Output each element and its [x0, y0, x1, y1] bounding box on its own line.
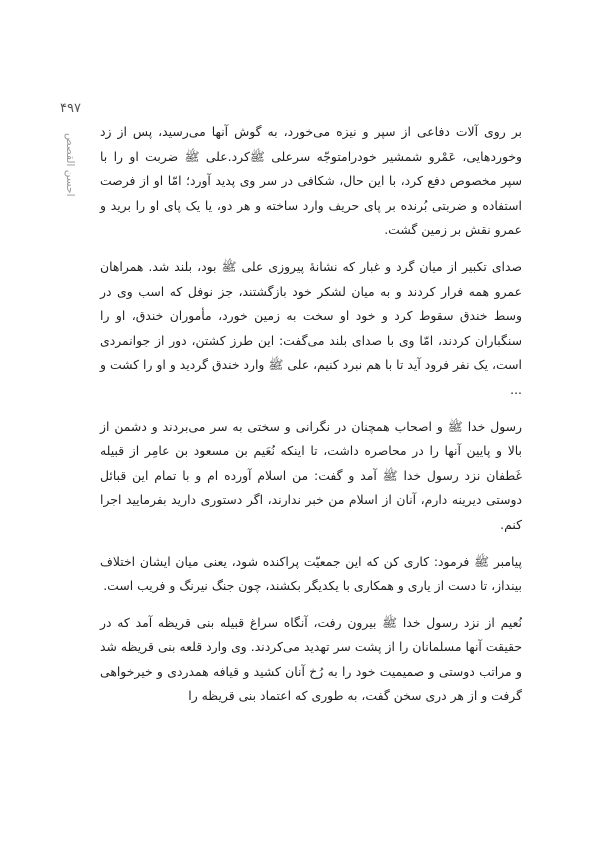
- paragraph-3: رسول خدا ﷺ و اصحاب همچنان در نگرانی و سختی به سر می‌بردند و دشمن از بالا و پایین آنها را در محاصره داشت، تا اینکه نُعَیم بن مسعود بن عامِر از قبیله غَطفان نزد رسول خدا ﷺ آمد و گفت: من اسلام آورده ام و با تمام این قبائل دوستی دیرینه دارم، آنان از اسلام من خبر ندارند، اگر دستوری دارید بفرمایید اجرا کنم.: [100, 418, 522, 532]
- running-title: احسن القصص: [64, 133, 76, 197]
- body-text: [100, 120, 522, 721]
- paragraph-1: بر روی آلات دفاعی از سپر و نیزه می‌خورد، به گوش آنها می‌رسید، پس از زد وخوردهایی، عَمْرو شمشیر خودرامتوجّه سرعلی ﷺکرد.علی ﷺ ضربت او را با سپر مخصوص دفع کرد، با این حال، شکافی در سر وی پدید آورد؛ امّا او از فرصت استفاده و ضربتی بُرنده بر پای حریف وارد ساخته و هر دو، یا یک پای او را برید و عمرو نقش بر زمین گشت.: [100, 124, 522, 238]
- page-number: ۴۹۷: [60, 101, 81, 116]
- paragraph-2: صدای تکبیر از میان گرد و غبار که نشانهٔ پیروزی علی ﷺ بود، بلند شد. همراهان عمرو همه فرار کردند و به میان لشکر خود بازگشتند، جز نوفل که اسب وی در وسط خندق سقوط کرد و خود او سخت به زمین خورد، مأموران خندق، او را سنگباران کردند، امّا وی با صدای بلند می‌گفت: این طرز کشتن، دور از جوانمردی است، یک نفر فرود آید تا با هم نبرد کنیم، علی ﷺ وارد خندق گردید و او را کشت و ...: [100, 258, 522, 397]
- paragraph-5: نُعیم از نزد رسول خدا ﷺ بیرون رفت، آنگاه سراغ قبیله بنی قریظه آمد که در حقیقت آنها مسلمانان را از پشت سر تهدید می‌کردند. وی وارد قلعه بنی قریظه شد و مراتب دوستی و صمیمیت خود را به رُخ آنان کشید و قیافه همدردی و خیرخواهی گرفت و از هر دری سخن گفت، به طوری که اعتماد بنی قریظه را: [100, 614, 522, 704]
- paragraph-4: پیامبر ﷺ فرمود: کاری کن که این جمعیّت پراکنده شود، یعنی میان ایشان اختلاف بینداز، تا دست از یاری و همکاری با یکدیگر بکشند، چون جنگ نیرنگ و فریب است.: [100, 553, 522, 594]
